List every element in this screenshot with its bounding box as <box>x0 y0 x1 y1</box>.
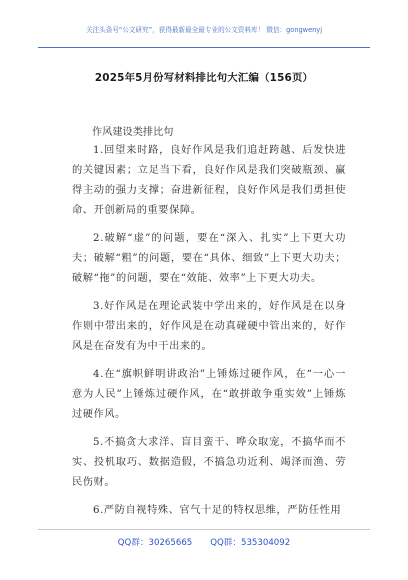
section-heading: 作风建设类排比句 <box>92 127 174 138</box>
footer-qq-group-1: QQ群：30265665 <box>117 538 193 548</box>
paragraph: 3.好作风是在理论武装中学出来的，好作风是在以身作则中带出来的，好作风是在动真碰硬中管出来的，好作风是在奋发有为中干出来的。 <box>72 301 346 352</box>
footer <box>0 536 408 548</box>
paragraph: 6.严防自视特殊、官气十足的特权思维，严防任性用 <box>93 505 342 516</box>
footer-qq-group-2: QQ群：535304092 <box>210 538 291 548</box>
paragraph: 1.回望来时路，良好作风是我们追赶跨越、后发快进的关键因素；立足当下看，良好作风是我们突破瓶颈、赢得主动的强力支撑；奋进新征程，良好作风是我们勇担使命、开创新局的重要保障。 <box>72 145 346 216</box>
header-divider <box>38 47 370 48</box>
paragraph: 5.不搞贪大求洋、盲目蛮干、哗众取宠，不搞华而不实、投机取巧、数据造假，不搞急功近利、竭泽而渔、劳民伤财。 <box>72 437 346 488</box>
document-title: 2025年5月份写材料排比句大汇编（156页） <box>94 72 314 84</box>
paragraph: 4.在“旗帜鲜明讲政治”上锤炼过硬作风，在“一心一意为人民”上锤炼过硬作风，在“敢拼敢争重实效”上锤炼过硬作风。 <box>72 369 346 420</box>
footer-divider <box>38 529 370 530</box>
paragraph: 2.破解“虚”的问题，要在“深入、扎实”上下更大功夫；破解“粗”的问题，要在“具体、细致”上下更大功夫；破解“拖”的问题，要在“效能、效率”上下更大功夫。 <box>72 233 346 284</box>
header-note: 关注头条号“公文研究”，获得最新最全最专业的公文资料库！ 微信：gongwenyj <box>85 26 323 34</box>
document-body <box>72 141 346 529</box>
